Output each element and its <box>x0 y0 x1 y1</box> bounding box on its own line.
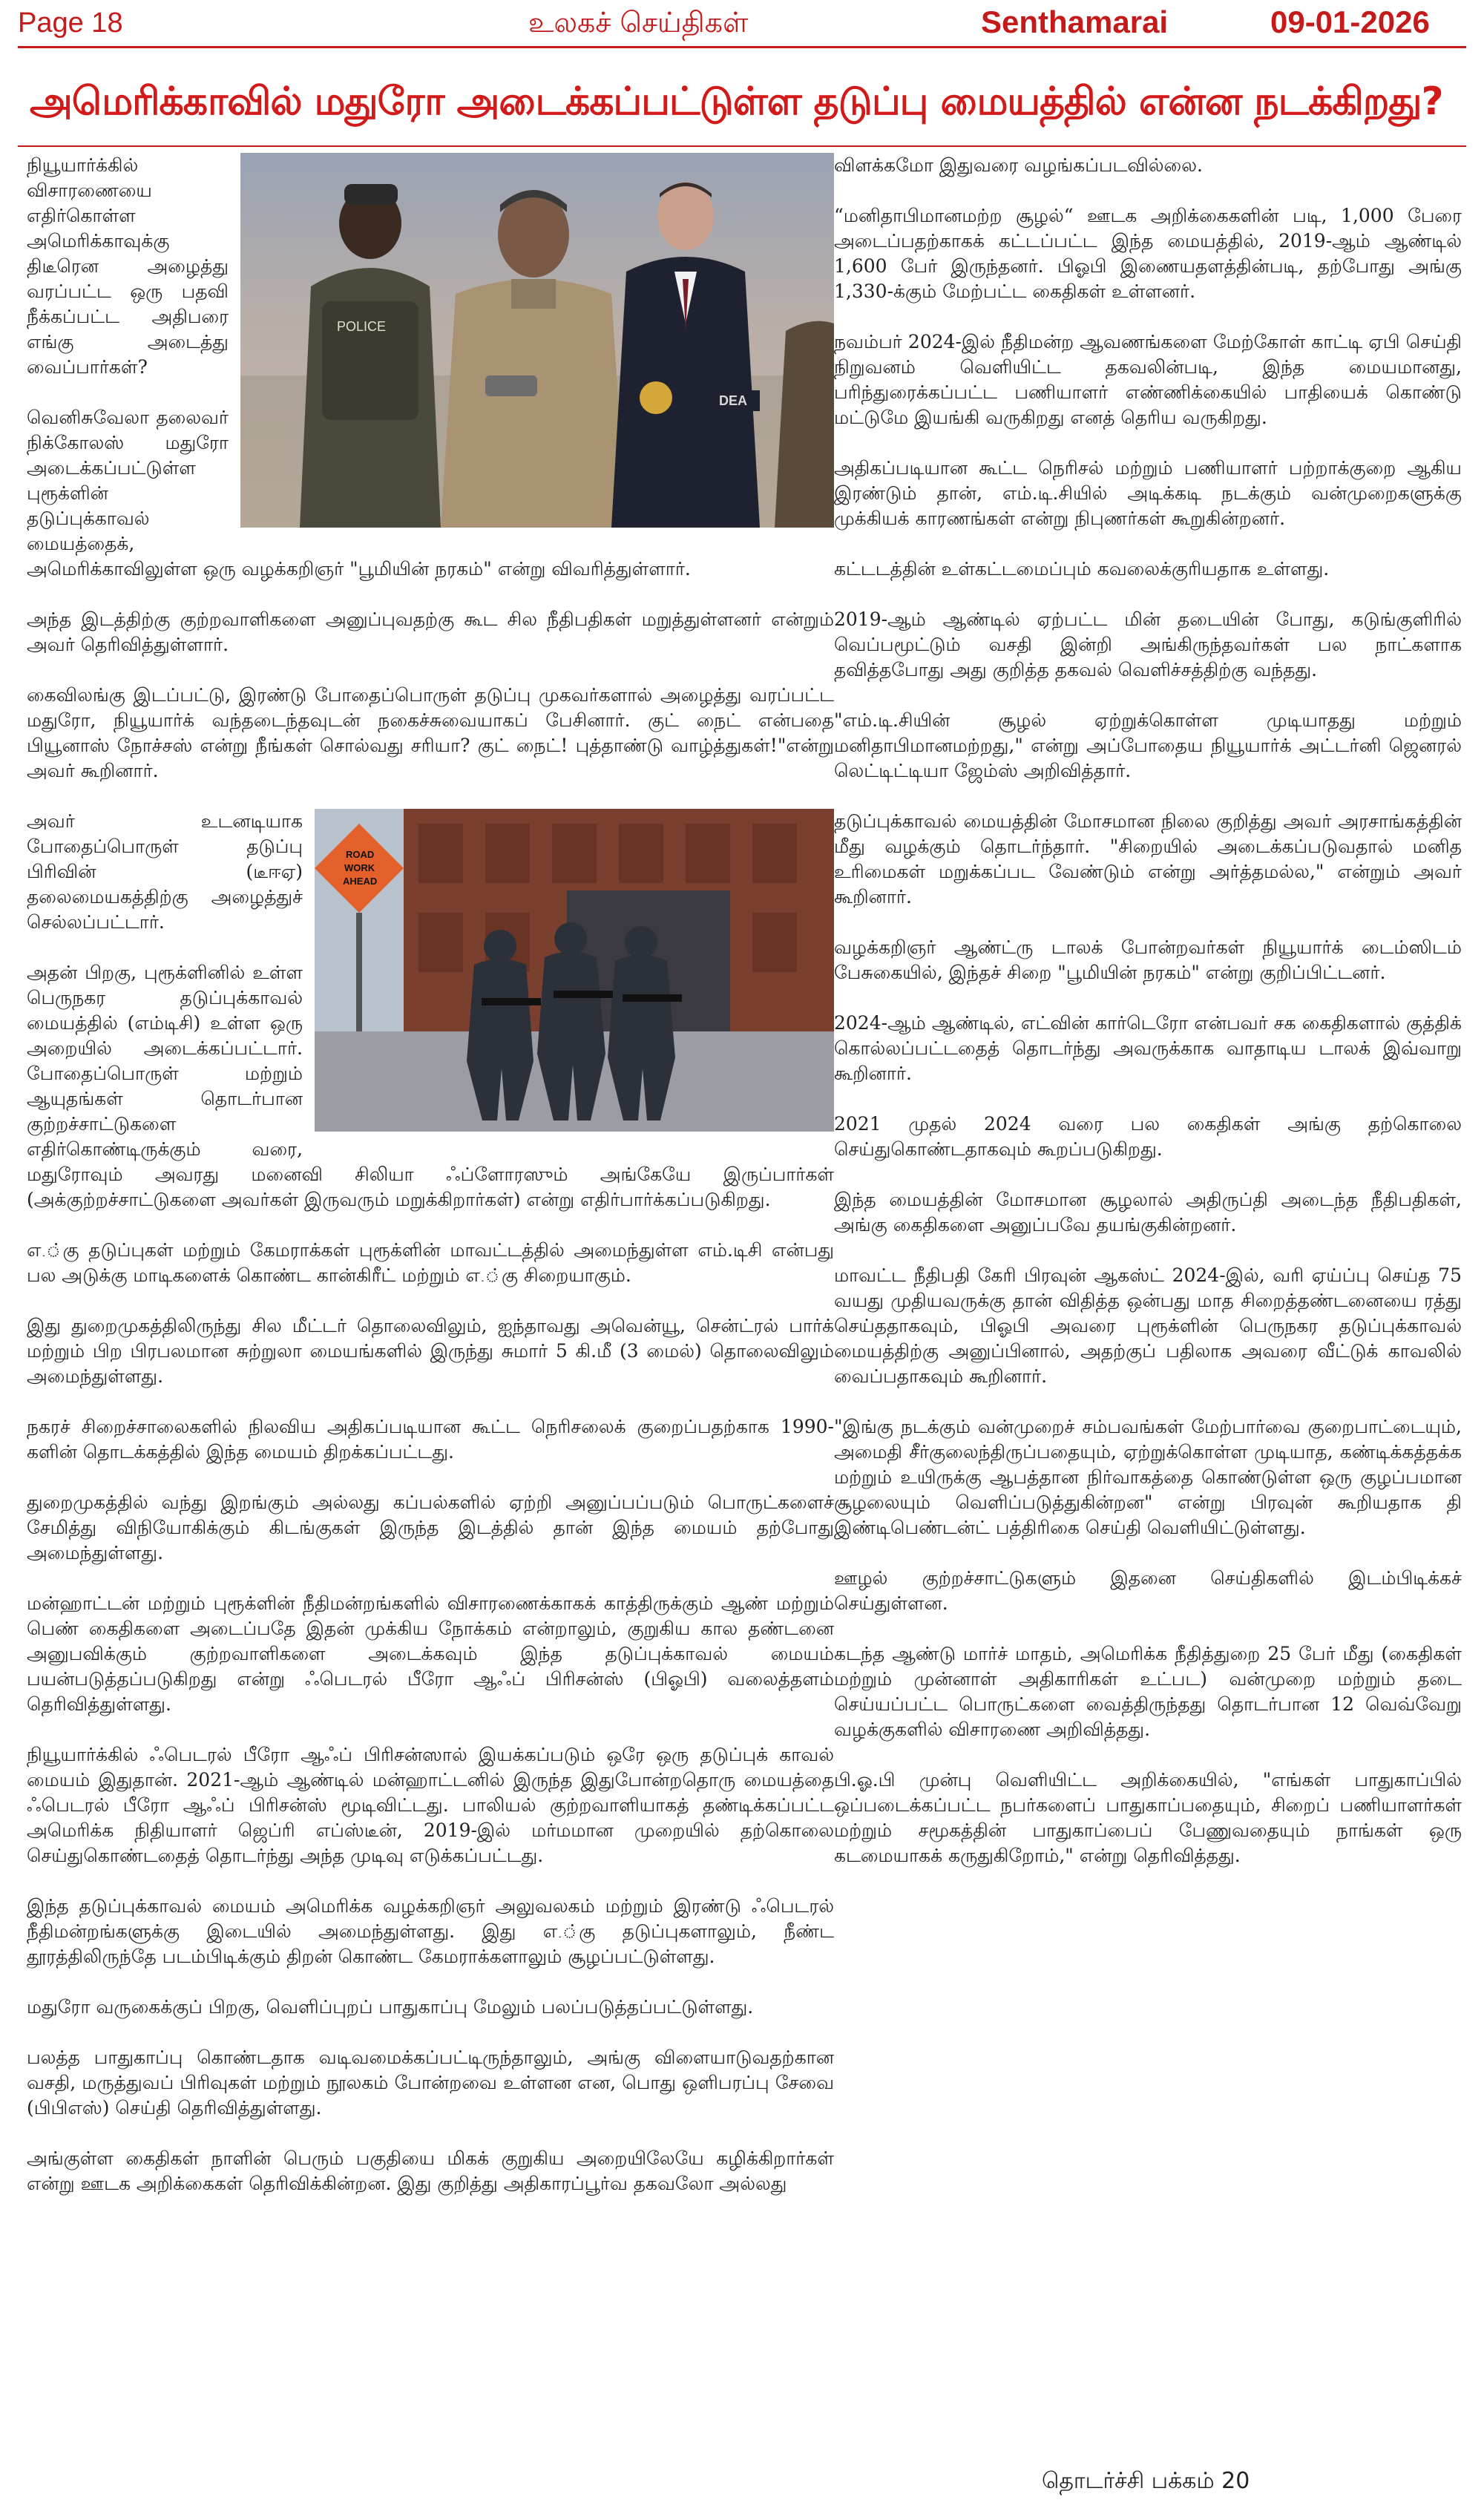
col2-para-1: விளக்கமோ இதுவரை வழங்கப்படவில்லை. <box>834 154 1203 176</box>
col1-para-14: மதுரோ வருகைக்குப் பிறகு, வெளிப்புறப் பாதுகாப்பு மேலும் பலப்படுத்தப்பட்டுள்ளது. <box>27 1996 754 2018</box>
col2-para-17: பி.ஓ.பி முன்பு வெளியிட்ட அறிக்கையில், "எங்கள் பாதுகாப்பில் ஒப்படைக்கப்பட்ட நபர்களைப் பாதுகாப்பதையும், சிறைப் பணியாளர்கள் மற்றும் சமூகத்தின் பாதுகாப்பைப் பேணுவதையும் நாங்கள் ஒரு கடமையாகக் கருதுகிறோம்," என்று தெரிவித்தது. <box>834 1769 1462 1866</box>
headline-rule <box>18 145 1466 147</box>
col1-para-15: பலத்த பாதுகாப்பு கொண்டதாக வடிவமைக்கப்பட்டிருந்தாலும், அங்கு விளையாடுவதற்கான வசதி, மருத்துவப் பிரிவுகள் மற்றும் நூலகம் போன்றவை உள்ளன என, பொது ஒளிபரப்பு சேவை (பிபிஎஸ்) செய்தி தெரிவித்துள்ளது. <box>27 2047 834 2119</box>
col2-para-9: வழக்கறிஞர் ஆண்ட்ரு டாலக் போன்றவர்கள் நியூயார்க் டைம்ஸிடம் பேசுகையில், இந்தச் சிறை "பூமியின் நரகம்" என்று குறிப்பிட்டனர். <box>834 936 1462 983</box>
col1-para-16: அங்குள்ள கைதிகள் நாளின் பெரும் பகுதியை மிகக் குறுகிய அறையிலேயே கழிக்கிறார்கள் என்று ஊடக அறிக்கைகள் தெரிவிக்கின்றன. இது குறித்து அதிகாரப்பூர்வ தகவலோ அல்லது <box>27 2147 834 2194</box>
photo-escort-image <box>240 153 834 528</box>
col2-para-13: மாவட்ட நீதிபதி கேரி பிரவுன் ஆகஸ்ட் 2024-இல், வரி ஏய்ப்பு செய்த 75 வயது முதியவருக்கு தான் விதித்த ஒன்பது மாத சிறைத்தண்டனையை ரத்து செய்ததாகவும், பிஓபி அவரை புரூக்ளின் பெருநகர தடுப்புக்காவல் மையத்திற்கு அனுப்பினால், அதற்குப் பதிலாக அவரை வீட்டுக் காவலில் வைப்பதாகவும் கூறினார். <box>834 1264 1462 1387</box>
col1-para-2: வெனிசுவேலா தலைவர் நிக்கோலஸ் மதுரோ அடைக்கப்பட்டுள்ள புரூக்ளின் தடுப்புக்காவல் மையத்தைக், அமெரிக்காவிலுள்ள ஒரு வழக்கறிஞர் "பூமியின் நரகம்" என்று விவரித்துள்ளார். <box>27 407 691 580</box>
col2-para-6: 2019-ஆம் ஆண்டில் ஏற்பட்ட மின் தடையின் போது, கடுங்குளிரில் வெப்பமூட்டும் வசதி இன்றி அங்கிருந்தவர்கள் பல நாட்களாக தவித்தபோது அது குறித்த தகவல் வெளிச்சத்திற்கு வந்தது. <box>834 608 1462 680</box>
col2-para-14: "இங்கு நடக்கும் வன்முறைச் சம்பவங்கள் மேற்பார்வை குறைபாட்டையும், அமைதி சீர்குலைந்திருப்பதையும், ஏற்றுக்கொள்ள முடியாத, கண்டிக்கத்தக்க மற்றும் உயிருக்கு ஆபத்தான நிர்வாகத்தை கொண்டுள்ள ஒரு குழப்பமான சூழலையும் வெளிப்படுத்துகின்றன" என்று பிரவுன் கூறியதாக தி இண்டிபெண்டன்ட் பத்திரிகை செய்தி வெளியிட்டுள்ளது. <box>834 1416 1462 1538</box>
col1-para-3: அந்த இடத்திற்கு குற்றவாளிகளை அனுப்புவதற்கு கூட சில நீதிபதிகள் மறுத்துள்ளனர் என்றும் அவர் தெரிவித்துள்ளார். <box>27 608 834 655</box>
photo-armed-officers-image <box>315 809 834 1132</box>
section-title: உலகச் செய்திகள் <box>528 6 749 39</box>
col2-para-4: அதிகப்படியான கூட்ட நெரிசல் மற்றும் பணியாளர் பற்றாக்குறை ஆகிய இரண்டும் தான், எம்.டி.சியில் அடிக்கடி நடக்கும் வன்முறைகளுக்கு முக்கியக் காரணங்கள் என்று நிபுணர்கள் கூறுகின்றனர். <box>834 457 1462 529</box>
col1-para-7: எ.்கு தடுப்புகள் மற்றும் கேமராக்கள் புரூக்ளின் மாவட்டத்தில் அமைந்துள்ள எம்.டிசி என்பது பல அடுக்கு மாடிகளைக் கொண்ட கான்கிரீட் மற்றும் எ.்கு சிறையாகும். <box>27 1239 834 1286</box>
headline: அமெரிக்காவில் மதுரோ அடைக்கப்பட்டுள்ள தடுப்பு மையத்தில் என்ன நடக்கிறது? <box>30 79 1443 124</box>
col1-para-4: கைவிலங்கு இடப்பட்டு, இரண்டு போதைப்பொருள் தடுப்பு முகவர்களால் அழைத்து வரப்பட்ட மதுரோ, நியூயார்க் வந்தடைந்தவுடன் நகைச்சுவையாகப் பேசினார். குட் நைட் என்பதை பியூனாஸ் நோச்சஸ் என்று நீங்கள் சொல்வது சரியா? குட் நைட்! புத்தாண்டு வாழ்த்துகள்!"என்று அவர் கூறினார். <box>27 684 834 781</box>
vest-label-left: POLICE <box>337 319 387 334</box>
sign-line-2: WORK <box>344 862 375 873</box>
continuation-note: தொடர்ச்சி பக்கம் 20 <box>1042 2468 1250 2494</box>
col2-para-16: கடந்த ஆண்டு மார்ச் மாதம், அமெரிக்க நீதித்துறை 25 பேர் மீது (கைதிகள் மற்றும் முன்னாள் அதிகாரிகள் உட்பட) வன்முறை மற்றும் தடை செய்யப்பட்ட பொருட்களை வைத்திருந்தது தொடர்பான 12 வெவ்வேறு வழக்குகளில் விசாரணை அறிவித்தது. <box>834 1643 1462 1740</box>
newspaper-brand: Senthamarai <box>981 4 1169 39</box>
col2-para-8: தடுப்புக்காவல் மையத்தின் மோசமான நிலை குறித்து அவர் அரசாங்கத்தின் மீது வழக்கும் தொடர்ந்தார். "சிறையில் அடைக்கப்படுவதால் மனித உரிமைகள் மறுக்கப்பட வேண்டும் என்று அர்த்தமல்ல," என்றும் அவர் கூறினார். <box>834 810 1462 908</box>
photo-armed-officers <box>315 809 834 1132</box>
issue-date: 09-01-2026 <box>1270 4 1430 39</box>
col2-para-7: "எம்.டி.சியின் சூழல் ஏற்றுக்கொள்ள முடியாதது மற்றும் மனிதாபிமானமற்றது," என்று அப்போதைய நியூயார்க் அட்டர்னி ஜெனரல் லெட்டிட்டியா ஜேம்ஸ் அறிவித்தார். <box>834 709 1462 781</box>
col2-para-3: நவம்பர் 2024-இல் நீதிமன்ற ஆவணங்களை மேற்கோள் காட்டி ஏபி செய்தி நிறுவனம் வெளியிட்ட தகவலின்படி, இந்த மையமானது, பரிந்துரைக்கப்பட்ட பணியாளர் எண்ணிக்கையில் பாதியைக் கொண்டு மட்டுமே இயங்கி வருகிறது எனத் தெரிய வருகிறது. <box>834 331 1462 428</box>
col2-para-10: 2024-ஆம் ஆண்டில், எட்வின் கார்டெரோ என்பவர் சக கைதிகளால் குத்திக் கொல்லப்பட்டதைத் தொடர்ந்து அவருக்காக வாதாடிய டாலக் இவ்வாறு கூறினார். <box>834 1012 1462 1084</box>
col1-para-6: அதன் பிறகு, புரூக்ளினில் உள்ள பெருநகர தடுப்புக்காவல் மையத்தில் (எம்டிசி) உள்ள ஒரு அறையில் அடைக்கப்பட்டார். போதைப்பொருள் மற்றும் ஆயுதங்கள் தொடர்பான குற்றச்சாட்டுகளை எதிர்கொண்டிருக்கும் வரை, மதுரோவும் அவரது மனைவி சிலியா ஃப்ளோரஸும் அங்கேயே இருப்பார்கள் (அக்குற்றச்சாட்டுகளை அவர்கள் இருவரும் மறுக்கிறார்கள்) என்று எதிர்பார்க்கப்படுகிறது. <box>27 962 834 1210</box>
article-column-1 <box>27 153 834 2222</box>
col1-para-11: மன்ஹாட்டன் மற்றும் புரூக்ளின் நீதிமன்றங்களில் விசாரணைக்காகக் காத்திருக்கும் ஆண் மற்றும் பெண் கைதிகளை அடைப்பதே இதன் முக்கிய நோக்கம் என்றாலும், குறுகிய கால தண்டனை அனுபவிக்கும் குற்றவாளிகளை அடைக்கவும் இந்த தடுப்புக்காவல் மையம் பயன்படுத்தப்படுகிறது என்று ஃபெடரல் பீரோ ஆஃப் பிரிசன்ஸ் (பிஓபி) வலைத்தளம் தெரிவித்துள்ளது. <box>27 1592 834 1715</box>
col1-para-10: துறைமுகத்தில் வந்து இறங்கும் அல்லது கப்பல்களில் ஏற்றி அனுப்பப்படும் பொருட்களைச் சேமித்து விநியோகிக்கும் கிடங்குகள் இருந்த இடத்தில் தான் இந்த மையம் தற்போது அமைந்துள்ளது. <box>27 1492 834 1563</box>
col1-para-13: இந்த தடுப்புக்காவல் மையம் அமெரிக்க வழக்கறிஞர் அலுவலகம் மற்றும் இரண்டு ஃபெடரல் நீதிமன்றங்களுக்கு இடையில் அமைந்துள்ளது. இது எ.்கு தடுப்புகளாலும், நீண்ட தூரத்திலிருந்தே படம்பிடிக்கும் திறன் கொண்ட கேமராக்களாலும் சூழப்பட்டுள்ளது. <box>27 1895 834 1967</box>
sign-line-1: ROAD <box>346 849 375 860</box>
col2-para-15: ஊழல் குற்றச்சாட்டுகளும் இதனை செய்திகளில் இடம்பிடிக்கச் செய்துள்ளன. <box>834 1567 1462 1614</box>
col1-para-5: அவர் உடனடியாக போதைப்பொருள் தடுப்பு பிரிவின் (டீஈஏ) தலைமையகத்திற்கு அழைத்துச் செல்லப்பட்டார். <box>27 810 303 933</box>
vest-label-right: DEA <box>719 393 748 408</box>
col2-para-2: “மனிதாபிமானமற்ற சூழல்“ ஊடக அறிக்கைகளின் படி, 1,000 பேரை அடைப்பதற்காகக் கட்டப்பட்ட இந்த மையத்தில், 2019-ஆம் ஆண்டில் 1,600 பேர் இருந்தனர். பிஓபி இணையதளத்தின்படி, தற்போது அங்கு 1,330-க்கும் மேற்பட்ட கைதிகள் உள்ளனர். <box>834 205 1462 302</box>
col1-para-9: நகரச் சிறைச்சாலைகளில் நிலவிய அதிகப்படியான கூட்ட நெரிசலைக் குறைப்பதற்காக 1990-களின் தொடக்கத்தில் இந்த மையம் திறக்கப்பட்டது. <box>27 1416 834 1463</box>
col1-para-8: இது துறைமுகத்திலிருந்து சில மீட்டர் தொலைவிலும், ஐந்தாவது அவென்யூ, சென்ட்ரல் பார்க் மற்றும் பிற பிரபலமான சுற்றுலா மையங்களில் இருந்து சுமார் 5 கி.மீ (3 மைல்) தொலைவிலும் அமைந்துள்ளது. <box>27 1315 834 1387</box>
page-number: Page 18 <box>18 7 123 39</box>
col1-para-12: நியூயார்க்கில் ஃபெடரல் பீரோ ஆஃப் பிரிசன்ஸால் இயக்கப்படும் ஒரே ஒரு தடுப்புக் காவல் மையம் இதுதான். 2021-ஆம் ஆண்டில் மன்ஹாட்டனில் இருந்த இதுபோன்றதொரு மையத்தை ஃபெடரல் பீரோ ஆஃப் பிரிசன்ஸ் மூடிவிட்டது. பாலியல் குற்றவாளியாகத் தண்டிக்கப்பட்ட அமெரிக்க நிதியாளர் ஜெப்ரி எப்ஸ்டீன், 2019-இல் மர்மமான முறையில் தற்கொலை செய்துகொண்டதைத் தொடர்ந்து அந்த முடிவு எடுக்கப்பட்டது. <box>27 1744 834 1866</box>
col2-para-12: இந்த மையத்தின் மோசமான சூழலால் அதிருப்தி அடைந்த நீதிபதிகள், அங்கு கைதிகளை அனுப்பவே தயங்குகின்றனர். <box>834 1189 1462 1235</box>
article-column-2 <box>834 153 1462 1894</box>
masthead-rule <box>18 46 1466 48</box>
col2-para-5: கட்டடத்தின் உள்கட்டமைப்பும் கவலைக்குரியதாக உள்ளது. <box>834 558 1330 580</box>
col2-para-11: 2021 முதல் 2024 வரை பல கைதிகள் அங்கு தற்கொலை செய்துகொண்டதாகவும் கூறப்படுகிறது. <box>834 1113 1462 1160</box>
photo-escort <box>240 153 834 528</box>
col1-para-1: நியூயார்க்கில் விசாரணையை எதிர்கொள்ள அமெரிக்காவுக்கு திடீரென அழைத்து வரப்பட்ட ஒரு பதவி நீக்கப்பட்ட அதிபரை எங்கு அடைத்து வைப்பார்கள்? <box>27 154 229 378</box>
sign-line-3: AHEAD <box>343 876 378 887</box>
masthead <box>0 0 1484 47</box>
